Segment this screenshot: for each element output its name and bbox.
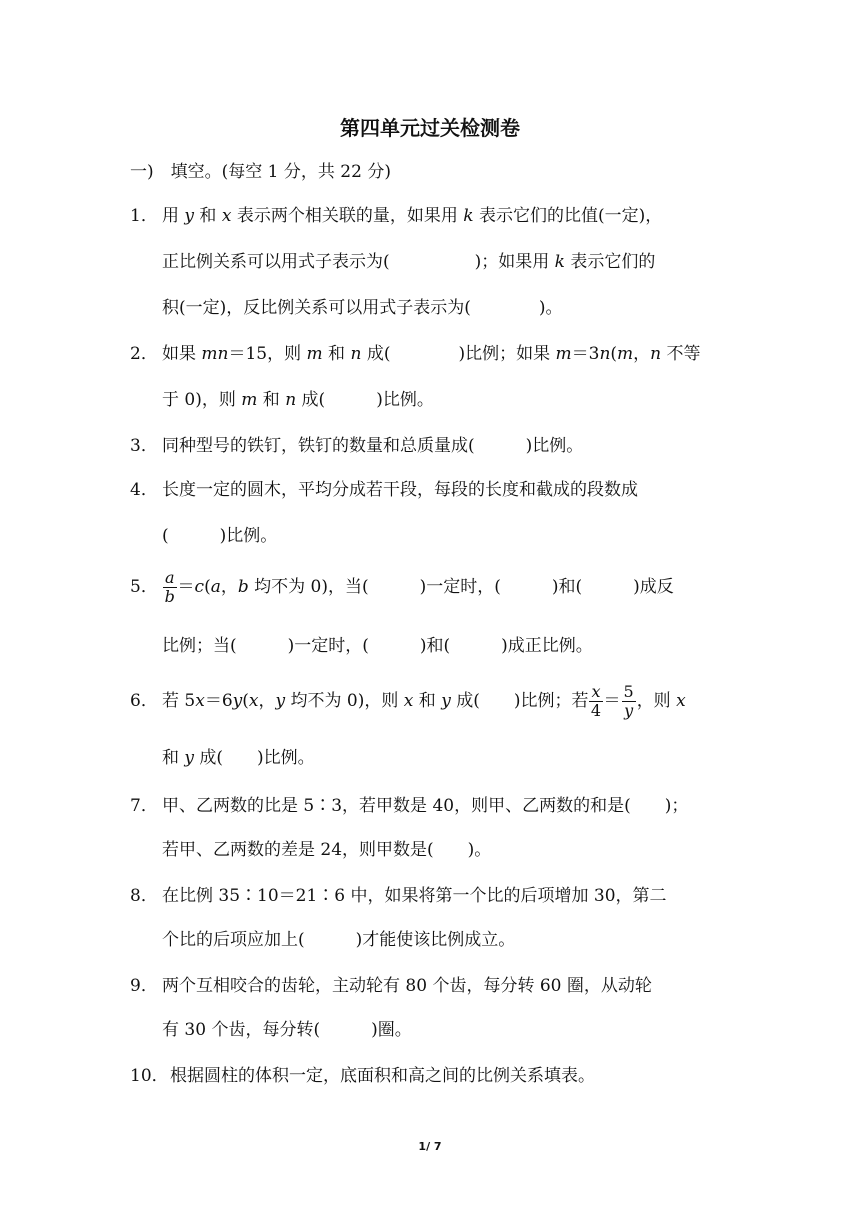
page-title: 第四单元过关检测卷 [340,116,520,140]
question-6-line-1: 6． 若 5x＝6y(x，y 均不为 0)，则 x 和 y 成( )比例；若 $\frac{x}{4}$ ＝ $\frac{5}{y}$ ，则 x [130,682,686,720]
question-9-line-2: 有 30 个齿，每分转( )圈。 [162,1020,412,1040]
question-1-line-3: 积(一定)，反比例关系可以用式子表示为( )。 [162,298,563,318]
page-number: 1/ 7 [418,1140,442,1153]
question-10: 10．根据圆柱的体积一定，底面积和高之间的比例关系填表。 [130,1066,595,1086]
question-7-line-1: 7． 甲、乙两数的比是 5∶3，若甲数是 40，则甲、乙两数的和是( )； [130,796,689,816]
question-2-line-1: 2． 如果 mn＝15，则 m 和 n 成( )比例；如果 m＝3n(m，n 不等 [130,344,701,364]
question-3: 3． 同种型号的铁钉，铁钉的数量和总质量成( )比例。 [130,436,584,456]
question-8-line-1: 8． 在比例 35∶10＝21∶6 中，如果将第一个比的后项增加 30，第二 [130,886,667,906]
section-heading: 一) 填空。(每空 1 分，共 22 分) [130,162,391,182]
question-1-line-2: 正比例关系可以用式子表示为( )；如果用 k 表示它们的 [162,252,656,272]
fraction-5-over-y: $\frac{5}{y}$ [623,682,634,720]
fraction-x-over-4: $\frac{x}{4}$ [590,682,602,720]
question-9-line-1: 9． 两个互相咬合的齿轮，主动轮有 80 个齿，每分转 60 圈，从动轮 [130,976,652,996]
question-1-line-1: 1． 用 y 和 x 表示两个相关联的量，如果用 k 表示它们的比值(一定)， [130,206,663,226]
question-5-line-2: 比例；当( )一定时，( )和( )成正比例。 [162,636,593,656]
question-5-line-1: 5． $\frac{a}{b}$ ＝c(a，b 均不为 0)，当( )一定时，( )和( )成反 [130,568,674,606]
question-4-line-1: 4． 长度一定的圆木，平均分成若干段，每段的长度和截成的段数成 [130,480,638,500]
question-4-line-2: ( )比例。 [162,526,278,546]
fraction-a-over-b: $\frac{a}{b}$ [164,568,175,606]
question-6-line-2: 和 y 成( )比例。 [162,748,315,768]
question-2-line-2: 于 0)，则 m 和 n 成( )比例。 [162,390,434,410]
question-7-line-2: 若甲、乙两数的差是 24，则甲数是( )。 [162,840,492,860]
question-8-line-2: 个比的后项应加上( )才能使该比例成立。 [162,930,516,950]
